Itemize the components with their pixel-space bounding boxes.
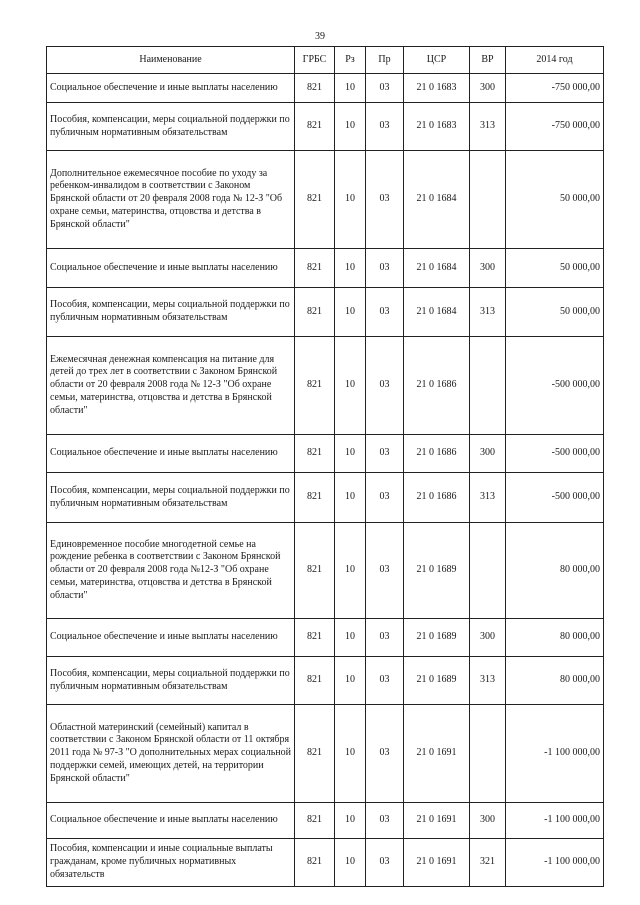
row-grbs: 821 bbox=[295, 337, 335, 435]
table-row bbox=[47, 249, 604, 288]
row-rz: 10 bbox=[335, 288, 366, 337]
table-row bbox=[47, 657, 604, 705]
row-csr: 21 0 1686 bbox=[404, 473, 470, 523]
row-rz: 10 bbox=[335, 705, 366, 803]
row-rz: 10 bbox=[335, 473, 366, 523]
table-header-row bbox=[47, 47, 604, 74]
header-rz: Рз bbox=[335, 47, 366, 74]
row-csr: 21 0 1691 bbox=[404, 803, 470, 839]
row-csr: 21 0 1683 bbox=[404, 74, 470, 103]
row-pr: 03 bbox=[366, 803, 404, 839]
row-pr: 03 bbox=[366, 435, 404, 473]
row-vr bbox=[470, 705, 506, 803]
row-rz: 10 bbox=[335, 103, 366, 151]
row-name: Социальное обеспечение и иные выплаты населению bbox=[47, 249, 295, 288]
table-row bbox=[47, 523, 604, 619]
row-rz: 10 bbox=[335, 619, 366, 657]
row-vr: 300 bbox=[470, 435, 506, 473]
row-vr: 300 bbox=[470, 619, 506, 657]
row-rz: 10 bbox=[335, 839, 366, 887]
row-csr: 21 0 1689 bbox=[404, 523, 470, 619]
row-csr: 21 0 1691 bbox=[404, 705, 470, 803]
row-rz: 10 bbox=[335, 435, 366, 473]
row-csr: 21 0 1686 bbox=[404, 435, 470, 473]
row-amount: -1 100 000,00 bbox=[506, 803, 604, 839]
row-grbs: 821 bbox=[295, 435, 335, 473]
row-pr: 03 bbox=[366, 839, 404, 887]
row-grbs: 821 bbox=[295, 288, 335, 337]
row-name: Социальное обеспечение и иные выплаты населению bbox=[47, 74, 295, 103]
row-vr: 313 bbox=[470, 657, 506, 705]
row-grbs: 821 bbox=[295, 473, 335, 523]
table-row bbox=[47, 74, 604, 103]
row-pr: 03 bbox=[366, 705, 404, 803]
row-grbs: 821 bbox=[295, 249, 335, 288]
row-name: Пособия, компенсации, меры социальной поддержки по публичным нормативным обязательствам bbox=[47, 473, 295, 523]
row-amount: -500 000,00 bbox=[506, 435, 604, 473]
row-amount: 80 000,00 bbox=[506, 657, 604, 705]
row-vr: 313 bbox=[470, 288, 506, 337]
row-name: Областной материнский (семейный) капитал в соответствии с Законом Брянской области от 11 октября 2011 года № 97-З "О дополнительных мерах социальной поддержки семей, имеющих детей, на территории Брянской области" bbox=[47, 705, 295, 803]
row-csr: 21 0 1691 bbox=[404, 839, 470, 887]
row-csr: 21 0 1683 bbox=[404, 103, 470, 151]
table-row bbox=[47, 103, 604, 151]
row-rz: 10 bbox=[335, 523, 366, 619]
row-amount: -1 100 000,00 bbox=[506, 839, 604, 887]
row-grbs: 821 bbox=[295, 74, 335, 103]
row-vr: 313 bbox=[470, 103, 506, 151]
row-vr: 313 bbox=[470, 473, 506, 523]
row-amount: -500 000,00 bbox=[506, 473, 604, 523]
row-grbs: 821 bbox=[295, 839, 335, 887]
row-rz: 10 bbox=[335, 151, 366, 249]
row-name: Пособия, компенсации, меры социальной поддержки по публичным нормативным обязательствам bbox=[47, 657, 295, 705]
row-grbs: 821 bbox=[295, 657, 335, 705]
row-grbs: 821 bbox=[295, 151, 335, 249]
row-pr: 03 bbox=[366, 103, 404, 151]
row-grbs: 821 bbox=[295, 803, 335, 839]
header-pr: Пр bbox=[366, 47, 404, 74]
row-vr bbox=[470, 151, 506, 249]
row-amount: -500 000,00 bbox=[506, 337, 604, 435]
row-csr: 21 0 1689 bbox=[404, 619, 470, 657]
page-number: 39 bbox=[315, 31, 325, 42]
table-row bbox=[47, 473, 604, 523]
row-amount: 80 000,00 bbox=[506, 619, 604, 657]
row-name: Социальное обеспечение и иные выплаты населению bbox=[47, 803, 295, 839]
row-pr: 03 bbox=[366, 337, 404, 435]
row-rz: 10 bbox=[335, 657, 366, 705]
row-pr: 03 bbox=[366, 473, 404, 523]
row-name: Пособия, компенсации, меры социальной поддержки по публичным нормативным обязательствам bbox=[47, 288, 295, 337]
table-row bbox=[47, 803, 604, 839]
row-pr: 03 bbox=[366, 74, 404, 103]
row-pr: 03 bbox=[366, 151, 404, 249]
row-name: Пособия, компенсации, меры социальной поддержки по публичным нормативным обязательствам bbox=[47, 103, 295, 151]
row-name: Ежемесячная денежная компенсация на питание для детей до трех лет в соответствии с Законом Брянской области от 20 февраля 2008 года № 12-З "Об охране семьи, материнства, отцовства и детства в Брянской области" bbox=[47, 337, 295, 435]
row-amount: 50 000,00 bbox=[506, 249, 604, 288]
row-grbs: 821 bbox=[295, 103, 335, 151]
table-row bbox=[47, 288, 604, 337]
row-name: Единовременное пособие многодетной семье на рождение ребенка в соответствии с Законом Брянской области от 20 февраля 2008 года №12-З "Об охране семьи, материнства, отцовства и детства в Брянской области" bbox=[47, 523, 295, 619]
row-rz: 10 bbox=[335, 74, 366, 103]
budget-table bbox=[46, 46, 604, 887]
row-vr: 300 bbox=[470, 803, 506, 839]
row-amount: 50 000,00 bbox=[506, 288, 604, 337]
row-csr: 21 0 1686 bbox=[404, 337, 470, 435]
row-amount: -1 100 000,00 bbox=[506, 705, 604, 803]
row-amount: 50 000,00 bbox=[506, 151, 604, 249]
row-pr: 03 bbox=[366, 288, 404, 337]
row-name: Социальное обеспечение и иные выплаты населению bbox=[47, 435, 295, 473]
row-rz: 10 bbox=[335, 803, 366, 839]
row-csr: 21 0 1689 bbox=[404, 657, 470, 705]
row-name: Пособия, компенсации и иные социальные выплаты гражданам, кроме публичных нормативных обязательств bbox=[47, 839, 295, 887]
row-grbs: 821 bbox=[295, 619, 335, 657]
table-row bbox=[47, 435, 604, 473]
table-row bbox=[47, 619, 604, 657]
table-row bbox=[47, 151, 604, 249]
header-grbs: ГРБС bbox=[295, 47, 335, 74]
table-row bbox=[47, 337, 604, 435]
row-grbs: 821 bbox=[295, 705, 335, 803]
header-year: 2014 год bbox=[506, 47, 604, 74]
header-csr: ЦСР bbox=[404, 47, 470, 74]
table-row bbox=[47, 705, 604, 803]
row-rz: 10 bbox=[335, 337, 366, 435]
row-pr: 03 bbox=[366, 619, 404, 657]
row-pr: 03 bbox=[366, 657, 404, 705]
row-name: Дополнительное ежемесячное пособие по уходу за ребенком-инвалидом в соответствии с Законом Брянской области от 20 февраля 2008 года № 12-З "Об охране семьи, материнства, отцовства и детства в Брянской области" bbox=[47, 151, 295, 249]
table-row bbox=[47, 839, 604, 887]
row-vr bbox=[470, 523, 506, 619]
row-vr bbox=[470, 337, 506, 435]
row-csr: 21 0 1684 bbox=[404, 151, 470, 249]
header-vr: ВР bbox=[470, 47, 506, 74]
row-vr: 321 bbox=[470, 839, 506, 887]
row-csr: 21 0 1684 bbox=[404, 288, 470, 337]
row-vr: 300 bbox=[470, 74, 506, 103]
row-amount: -750 000,00 bbox=[506, 103, 604, 151]
row-name: Социальное обеспечение и иные выплаты населению bbox=[47, 619, 295, 657]
row-csr: 21 0 1684 bbox=[404, 249, 470, 288]
row-pr: 03 bbox=[366, 249, 404, 288]
row-grbs: 821 bbox=[295, 523, 335, 619]
header-name: Наименование bbox=[47, 47, 295, 74]
row-amount: -750 000,00 bbox=[506, 74, 604, 103]
row-amount: 80 000,00 bbox=[506, 523, 604, 619]
row-pr: 03 bbox=[366, 523, 404, 619]
row-rz: 10 bbox=[335, 249, 366, 288]
row-vr: 300 bbox=[470, 249, 506, 288]
